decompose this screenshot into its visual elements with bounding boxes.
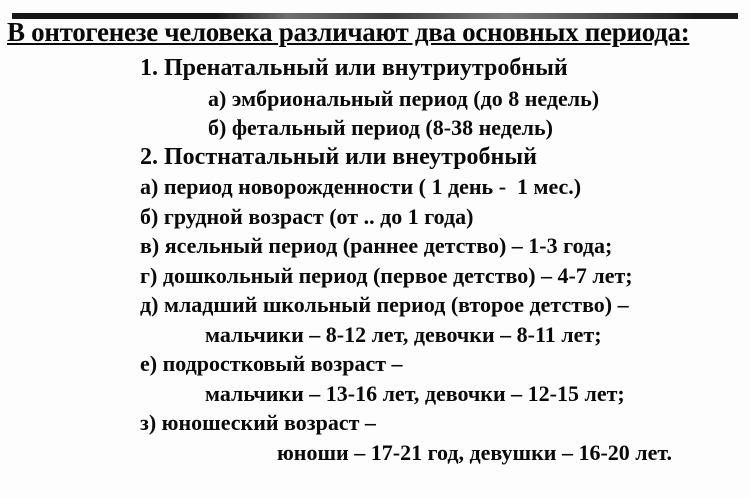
text-line: юноши – 17-21 год, девушки – 16-20 лет. xyxy=(277,439,673,465)
text-line: г) дошкольный период (первое детство) – 4-7 лет; xyxy=(140,262,633,288)
text-line: 1. Пренатальный или внутриутробный xyxy=(140,55,568,81)
text-line: б) фетальный период (8-38 недель) xyxy=(208,115,553,140)
page-title: В онтогенезе человека различают два основных периода: xyxy=(7,17,690,47)
text-line: мальчики – 8-12 лет, девочки – 8-11 лет; xyxy=(205,321,602,347)
outline-list xyxy=(0,54,750,467)
text-line: 2. Постнатальный или внеутробный xyxy=(140,143,537,170)
text-line: а) эмбриональный период (до 8 недель) xyxy=(208,85,600,111)
text-line: в) ясельный период (раннее детство) – 1-3 года; xyxy=(140,233,613,258)
text-line: з) юношеский возраст – xyxy=(140,410,376,435)
text-line: а) период новорожденности ( 1 день - 1 мес.) xyxy=(140,174,582,199)
text-line: д) младший школьный период (второе детство) – xyxy=(140,292,629,317)
text-line: е) подростковый возраст – xyxy=(140,351,403,376)
text-line: мальчики – 13-16 лет, девочки – 12-15 лет; xyxy=(205,380,625,406)
text-line: б) грудной возраст (от .. до 1 года) xyxy=(140,203,474,229)
